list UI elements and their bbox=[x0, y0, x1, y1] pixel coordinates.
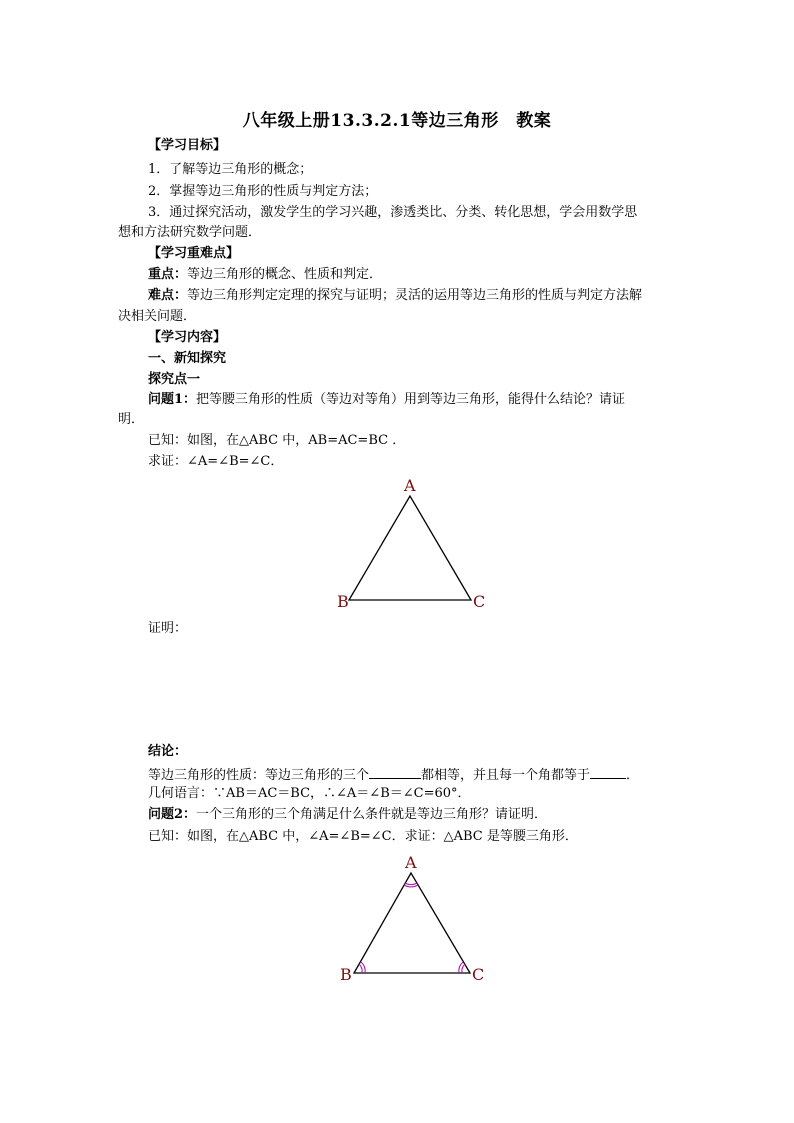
explore-point-1: 探究点一 bbox=[148, 372, 201, 387]
page-title: 八年级上册13.3.2.1等边三角形 教案 bbox=[242, 111, 552, 131]
question-1-text: 把等腰三角形的性质（等边对等角）用到等边三角形，能得什么结论？请证 bbox=[196, 392, 626, 407]
key-text: 等边三角形的概念、性质和判定． bbox=[187, 267, 383, 282]
content-heading: 【学习内容】 bbox=[148, 330, 227, 345]
objective-item-2: 2．掌握等边三角形的性质与判定方法； bbox=[148, 184, 378, 199]
question-2-label: 问题2： bbox=[148, 807, 197, 822]
figure-2-vertex-a: A bbox=[405, 853, 417, 872]
question-2-given: 已知：如图，在△ABC 中，∠A=∠B=∠C．求证：△ABC 是等腰三角形． bbox=[148, 829, 578, 844]
conclusion-label: 结论： bbox=[148, 744, 188, 759]
question-1-given: 已知：如图，在△ABC 中，AB=AC=BC ． bbox=[148, 433, 406, 448]
section-1-heading: 一、新知探究 bbox=[148, 351, 227, 366]
objective-item-3-cont: 想和方法研究数学问题． bbox=[118, 225, 262, 240]
objectives-heading: 【学习目标】 bbox=[148, 138, 227, 153]
question-1-label: 问题1： bbox=[148, 392, 197, 407]
proof-label: 证明： bbox=[148, 621, 188, 636]
question-1-prove: 求证：∠A=∠B=∠C． bbox=[148, 454, 284, 469]
figure-1-vertex-b: B bbox=[337, 592, 349, 611]
difficulty-text: 等边三角形判定定理的探究与证明；灵活的运用等边三角形的性质与判定方法解 bbox=[187, 288, 643, 303]
triangle-2-outline bbox=[354, 873, 470, 973]
geometry-language: 几何语言：∵AB＝AC＝BC，∴∠A＝∠B＝∠C=60°． bbox=[148, 786, 471, 801]
difficulty-label: 难点： bbox=[148, 288, 188, 303]
triangle-figure-2 bbox=[340, 853, 484, 984]
difficulty-text-cont: 决相关问题． bbox=[118, 309, 197, 324]
figure-1-vertex-a: A bbox=[404, 476, 416, 495]
figure-2-vertex-b: B bbox=[340, 965, 352, 984]
objective-item-1: 1．了解等边三角形的概念； bbox=[148, 162, 313, 177]
key-points-heading: 【学习重难点】 bbox=[148, 246, 240, 261]
triangle-figure-1 bbox=[337, 476, 485, 611]
triangle-1-outline bbox=[349, 496, 471, 600]
angle-arc-b bbox=[359, 964, 362, 973]
question-1-text-cont: 明． bbox=[118, 412, 145, 427]
figure-2-vertex-c: C bbox=[472, 965, 485, 984]
property-text-b: 都相等，并且每一个角都等于 bbox=[421, 768, 591, 783]
objective-item-3: 3．通过探究活动，激发学生的学习兴趣，渗透类比、分类、转化思想，学会用数学思 bbox=[148, 205, 638, 220]
question-2-text: 一个三角形的三个角满足什么条件就是等边三角形？请证明． bbox=[196, 807, 548, 822]
angle-arc-c bbox=[462, 964, 465, 973]
property-text-a: 等边三角形的性质：等边三角形的三个 bbox=[148, 768, 370, 783]
property-end: ． bbox=[626, 768, 640, 783]
angle-arc-a bbox=[405, 883, 417, 885]
key-label: 重点： bbox=[148, 267, 188, 282]
figure-1-vertex-c: C bbox=[473, 592, 486, 611]
